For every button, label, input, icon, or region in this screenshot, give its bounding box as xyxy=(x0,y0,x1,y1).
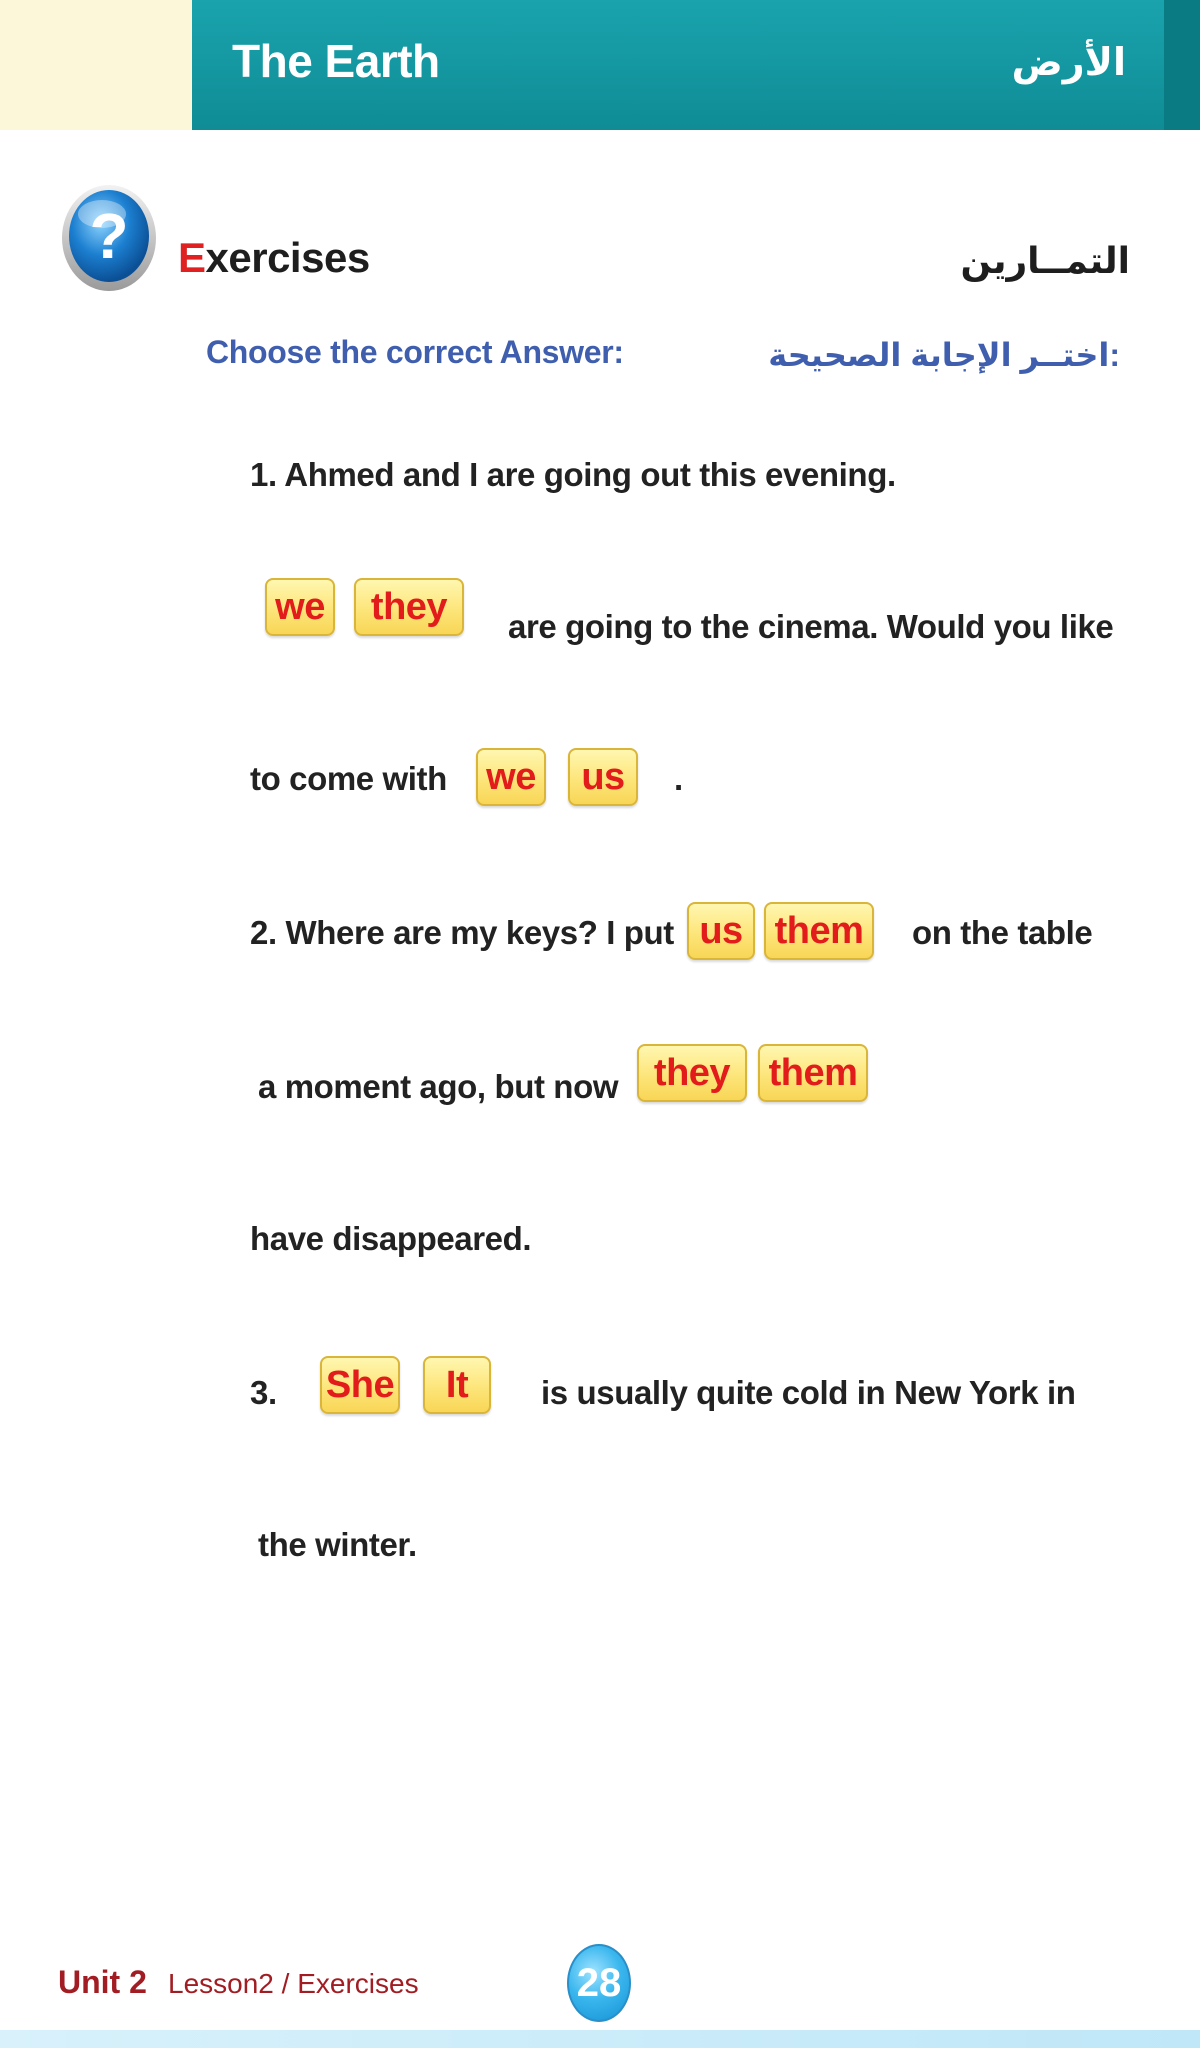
q3-option-she[interactable]: She xyxy=(320,1356,400,1414)
q2-end: have disappeared. xyxy=(250,1220,532,1257)
q1-option-they[interactable]: they xyxy=(354,578,464,636)
q1-text-before-options: to come with xyxy=(250,760,447,797)
page-title: The Earth xyxy=(232,35,440,87)
section-title-rest: xercises xyxy=(205,234,370,281)
instruction-arabic: :اختــر الإجابة الصحيحة xyxy=(768,337,1120,373)
q2-option-they[interactable]: they xyxy=(637,1044,747,1102)
footer-lesson: Lesson2 / Exercises xyxy=(168,1968,419,1999)
q2-text-before-options: 2. Where are my keys? I put xyxy=(250,914,674,951)
q2-text-before-options-2: a moment ago, but now xyxy=(258,1068,619,1105)
page-number-badge: 28 xyxy=(567,1944,631,2022)
q2-option-them-2[interactable]: them xyxy=(758,1044,868,1102)
q1-option-we-2[interactable]: we xyxy=(476,748,546,806)
footer-strip xyxy=(0,2030,1200,2048)
section-title xyxy=(178,234,370,282)
q1-option-we[interactable]: we xyxy=(265,578,335,636)
q3-end: the winter. xyxy=(258,1526,417,1563)
page-title-arabic: الأرض xyxy=(1011,42,1126,84)
footer-unit: Unit 2 xyxy=(58,1964,147,2000)
header-left-panel xyxy=(0,0,192,130)
q3-option-it[interactable]: It xyxy=(423,1356,491,1414)
q3-number: 3. xyxy=(250,1374,277,1411)
q1-end-period: . xyxy=(674,760,683,797)
q2-option-them[interactable]: them xyxy=(764,902,874,960)
section-title-initial: E xyxy=(178,234,206,281)
q1-sentence: 1. Ahmed and I are going out this evening. xyxy=(250,456,896,493)
instruction: Choose the correct Answer: xyxy=(206,334,624,370)
q3-text-after-options: is usually quite cold in New York in xyxy=(541,1374,1076,1411)
section-title-arabic: التمــارين xyxy=(960,240,1130,281)
q2-option-us[interactable]: us xyxy=(687,902,755,960)
svg-text:?: ? xyxy=(89,200,129,272)
q2-text-after-options: on the table xyxy=(912,914,1093,951)
q1-option-us[interactable]: us xyxy=(568,748,638,806)
q1-text-after-options: are going to the cinema. Would you like xyxy=(508,608,1114,645)
question-mark-icon xyxy=(60,176,158,294)
